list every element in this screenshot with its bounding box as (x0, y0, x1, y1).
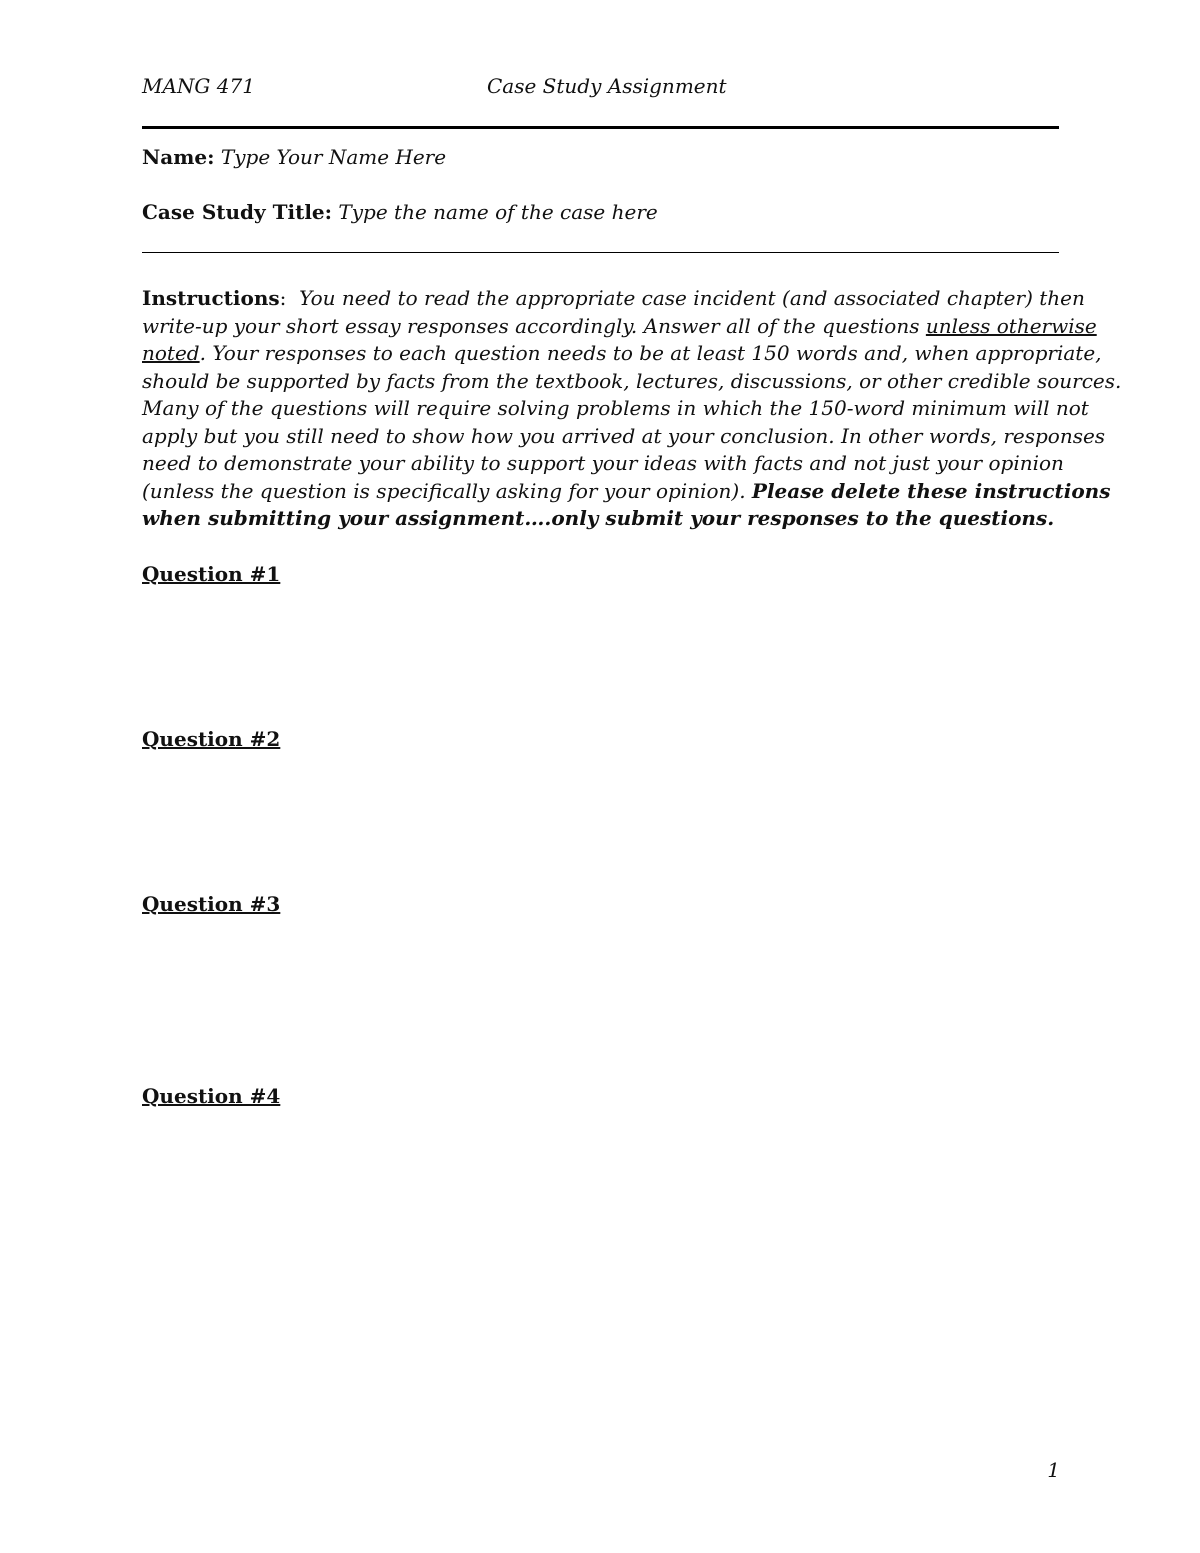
instructions-line (142, 423, 1106, 451)
instructions-bold-text: Please delete these instructions (751, 478, 1111, 503)
name-label: Name: (142, 145, 215, 169)
question-4-heading: Question #4 (142, 1084, 281, 1108)
instructions-line (142, 505, 1062, 533)
instructions-text: . Your responses to each question needs to be at least 150 words and, when appropriate, (199, 341, 1102, 365)
instructions-text: need to demonstrate your ability to support your ideas with facts and not just your opinion (142, 451, 1064, 475)
instructions-line (142, 313, 1097, 341)
question-1-heading: Question #1 (142, 562, 281, 586)
page-number: 1 (1047, 1458, 1060, 1482)
instructions-paragraph (142, 285, 1122, 533)
document-title: Case Study Assignment (487, 74, 727, 98)
fields-divider (142, 252, 1059, 253)
case-title-field (142, 200, 658, 224)
instructions-underlined-text: noted (142, 341, 200, 365)
instructions-label: Instructions (142, 286, 280, 310)
case-title-value[interactable]: Type the name of the case here (338, 200, 658, 224)
instructions-line (142, 340, 1102, 368)
instructions-bold-text: when submitting your assignment….only submit your responses to the questions. (142, 506, 1055, 530)
instructions-line (142, 478, 1111, 506)
name-value[interactable]: Type Your Name Here (220, 145, 447, 169)
question-2-heading: Question #2 (142, 727, 281, 751)
name-field (142, 145, 446, 169)
instructions-text: Many of the questions will require solving problems in which the 150-word minimum will not (142, 396, 1089, 420)
instructions-text: You need to read the appropriate case incident (and associated chapter) then (299, 286, 1085, 310)
instructions-underlined-text: unless otherwise (925, 313, 1097, 338)
course-code: MANG 471 (142, 74, 255, 98)
instructions-line (142, 285, 1085, 313)
instructions-colon: : (279, 286, 287, 310)
instructions-line (142, 450, 1062, 478)
instructions-line (142, 368, 1122, 396)
question-3-heading: Question #3 (142, 892, 281, 916)
header-divider (142, 126, 1059, 129)
instructions-text: (unless the question is specifically asking for your opinion). (142, 478, 752, 503)
case-title-label: Case Study Title: (142, 200, 333, 224)
instructions-text: should be supported by facts from the textbook, lectures, discussions, or other credible sources. (142, 368, 1122, 393)
instructions-text: write-up your short essay responses accordingly. Answer all of the questions (142, 313, 926, 338)
instructions-line (142, 395, 1089, 423)
instructions-text: apply but you still need to show how you arrived at your conclusion. In other words, responses (142, 423, 1106, 448)
